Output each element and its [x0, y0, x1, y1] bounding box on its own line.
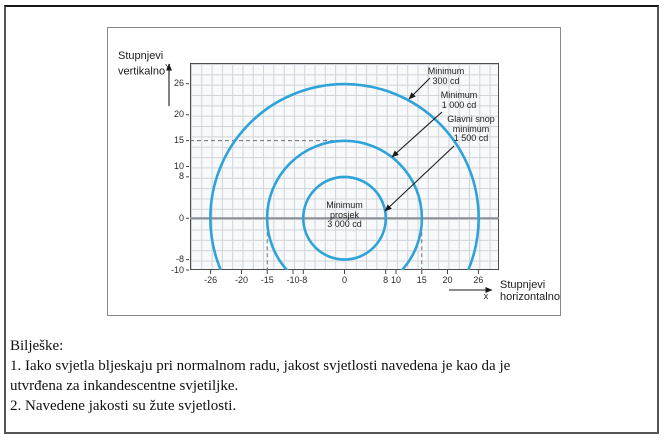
callout-300cd — [424, 67, 468, 86]
x-axis-title-line1: Stupnjevi — [500, 279, 546, 291]
callout-1500cd-line1: Glavni snop — [447, 114, 495, 124]
y-tick-10: 10 — [173, 161, 184, 171]
x-tick-10: 10 — [390, 275, 402, 285]
x-axis-symbol: x — [483, 291, 489, 301]
y-tick-26: 26 — [173, 78, 184, 89]
notes-heading: Bilješke: — [10, 338, 64, 354]
x-tick-26: 26 — [473, 275, 484, 285]
center-label-line2: prosjek — [329, 209, 359, 220]
y-axis-symbol: Y — [165, 63, 171, 72]
y-axis-title-line2: vertikalno — [118, 65, 166, 78]
y-tick-15: 15 — [173, 135, 184, 146]
callout-1500cd-line3: 1 500 cd — [453, 133, 489, 143]
note-1-line1: 1. Iako svjetla bljeskaju pri normalnom radu, jakost svjetlosti navedena je kao da je — [10, 358, 511, 374]
y-tick-0: 0 — [178, 212, 184, 223]
x-tick-20: 20 — [442, 275, 453, 285]
center-label-line1: Minimum — [326, 200, 363, 210]
callout-1500cd-line2: minimum — [452, 123, 490, 134]
x-tick--8: -8 — [299, 275, 308, 285]
callout-1500cd — [447, 115, 495, 144]
x-axis-title-line2: horizontalno — [500, 291, 560, 303]
notes-block — [10, 336, 650, 416]
x-tick--10: -10 — [286, 275, 300, 285]
x-tick-8: 8 — [383, 275, 389, 285]
y-axis-title-line1: Stupnjevi — [118, 50, 164, 62]
y-tick--8: -8 — [175, 254, 184, 265]
x-tick--26: -26 — [204, 275, 218, 285]
x-tick-15: 15 — [416, 275, 427, 285]
y-tick-8: 8 — [178, 171, 184, 182]
y-axis-title — [118, 50, 170, 78]
y-tick--10: -10 — [170, 264, 184, 275]
x-tick--15: -15 — [260, 275, 274, 285]
x-tick--20: -20 — [234, 275, 249, 285]
note-2: 2. Navedene jakosti su žute svjetlosti. — [10, 398, 237, 414]
callout-300cd-line2: 300 cd — [432, 75, 460, 86]
callout-1000cd-line1: Minimum — [440, 90, 478, 100]
y-tick-20: 20 — [173, 109, 184, 120]
callout-300cd-line1: Minimum — [427, 66, 465, 76]
callout-1000cd — [436, 91, 482, 110]
center-label-line3: 3 000 cd — [327, 219, 362, 229]
note-1-line2: utvrđena za inkandescentne svjetiljke. — [10, 378, 239, 394]
center-intensity-label — [314, 201, 375, 230]
diagram-panel — [107, 27, 561, 316]
x-tick-0: 0 — [341, 275, 348, 285]
callout-1000cd-line2: 1 000 cd — [441, 99, 477, 110]
x-axis-title — [500, 279, 560, 303]
